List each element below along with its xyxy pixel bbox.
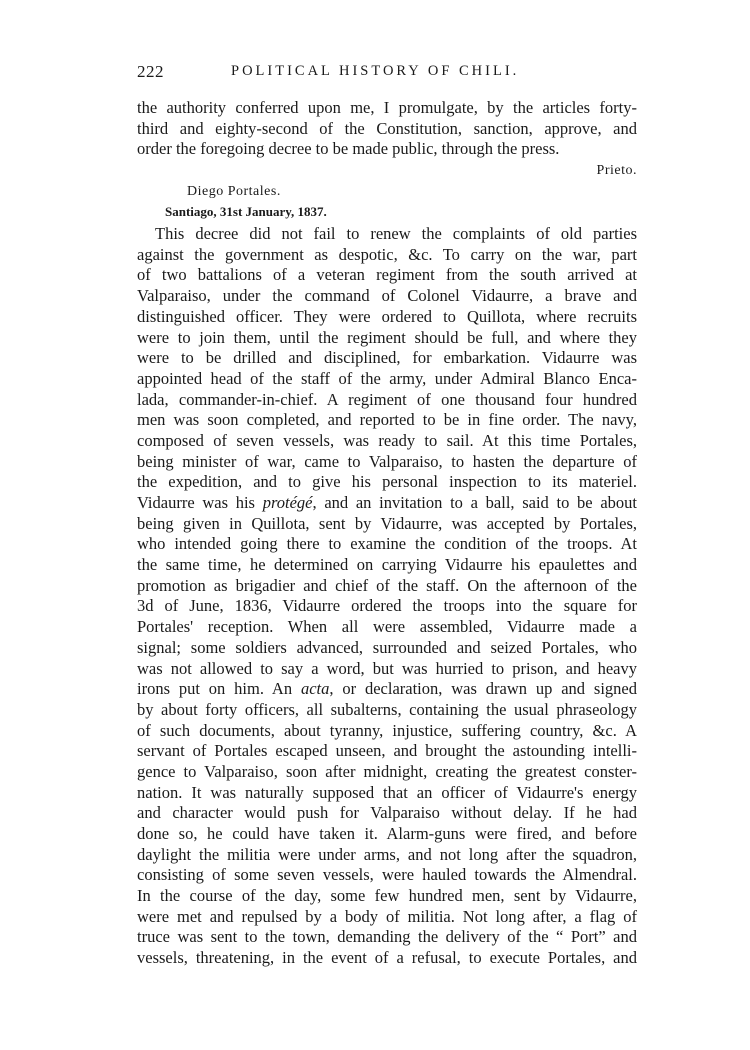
paragraph-line: of two battalions of a veteran regiment from the south arrived at (137, 265, 637, 285)
paragraph-line: and character would push for Valparaiso without delay. If he had (137, 803, 637, 823)
paragraph-line: appointed head of the staff of the army, under Admiral Blanco Enca- (137, 368, 637, 388)
running-head: POLITICAL HISTORY OF CHILI. (231, 63, 520, 79)
paragraph-line: lada, commander-in-chief. A regiment of one thousand four hundred (137, 389, 637, 409)
page-number: 222 (137, 62, 164, 81)
paragraph-line: truce was sent to the town, demanding the delivery of the “ Port” and (137, 927, 637, 947)
paragraph-line: was not allowed to say a word, but was hurried to prison, and heavy (137, 658, 637, 678)
paragraph-line: by about forty officers, all subalterns, containing the usual phraseology (137, 699, 637, 719)
decree-line: third and eighty-second of the Constitution, sanction, approve, and (137, 118, 637, 138)
paragraph-line: were met and repulsed by a body of militia. Not long after, a flag of (137, 906, 637, 926)
paragraph-line: the expedition, and to give his personal inspection to its materiel. (137, 472, 637, 492)
paragraph-line: servant of Portales escaped unseen, and brought the astounding intelli- (137, 741, 637, 761)
paragraph-line: This decree did not fail to renew the complaints of old parties (155, 224, 637, 244)
paragraph-line: against the government as despotic, &c. To carry on the war, part (137, 244, 637, 264)
signature-portales: Diego Portales. (187, 184, 281, 200)
decree-line: order the foregoing decree to be made public, through the press. (137, 139, 560, 159)
page-header (137, 62, 637, 86)
paragraph-line: being given in Quillota, sent by Vidaurre, was accepted by Portales, (137, 513, 637, 533)
decree-block (137, 98, 637, 160)
paragraph-line: done so, he could have taken it. Alarm-guns were fired, and before (137, 824, 637, 843)
paragraph-line: Valparaiso, under the command of Colonel Vidaurre, a brave and (137, 286, 637, 306)
paragraph-line: gence to Valparaiso, soon after midnight, creating the greatest conster- (137, 761, 637, 781)
paragraph-line: vessels, threatening, in the event of a refusal, to execute Portales, and (137, 948, 637, 968)
paragraph-line: the same time, he determined on carrying Vidaurre his epaulettes and (137, 555, 637, 575)
paragraph-line: who intended going there to examine the condition of the troops. At (137, 534, 637, 554)
signature-date: Santiago, 31st January, 1837. (165, 204, 327, 220)
body-text (137, 98, 637, 969)
paragraph-line: were to join them, until the regiment should be full, and where they (137, 327, 637, 347)
paragraph-line: distinguished officer. They were ordered to Quillota, where recruits (137, 306, 637, 326)
paragraph-line: nation. It was naturally supposed that an officer of Vidaurre's energy (137, 782, 637, 802)
paragraph-line: of such documents, about tyranny, injustice, suffering country, &c. A (137, 720, 637, 740)
paragraph-line: irons put on him. An acta, or declaration, was drawn up and signed (137, 679, 637, 699)
paragraph-line: were to be drilled and disciplined, for embarkation. Vidaurre was (137, 348, 637, 368)
paragraph-line: 3d of June, 1836, Vidaurre ordered the troops into the square for (137, 596, 637, 616)
paragraph-line: daylight the militia were under arms, and not long after the squadron, (137, 844, 637, 864)
paragraph-line: In the course of the day, some few hundred men, sent by Vidaurre, (137, 886, 637, 906)
paragraph-line: consisting of some seven vessels, were hauled towards the Almendral. (137, 865, 637, 885)
decree-line: the authority conferred upon me, I promulgate, by the articles forty- (137, 98, 637, 117)
paragraph-line: signal; some soldiers advanced, surrounded and seized Portales, who (137, 637, 637, 657)
paragraph-line: Portales' reception. When all were assembled, Vidaurre made a (137, 617, 637, 637)
paragraph-line: being minister of war, came to Valparaiso, to hasten the departure of (137, 451, 637, 471)
paragraph-line: Vidaurre was his protégé, and an invitation to a ball, said to be about (137, 493, 637, 512)
signature-prieto: Prieto. (596, 163, 637, 179)
paragraph-line: composed of seven vessels, was ready to sail. At this time Portales, (137, 430, 637, 450)
paragraph-line: promotion as brigadier and chief of the staff. On the afternoon of the (137, 575, 637, 595)
main-paragraph (137, 224, 637, 969)
paragraph-line: men was soon completed, and reported to be in fine order. The navy, (137, 410, 637, 430)
